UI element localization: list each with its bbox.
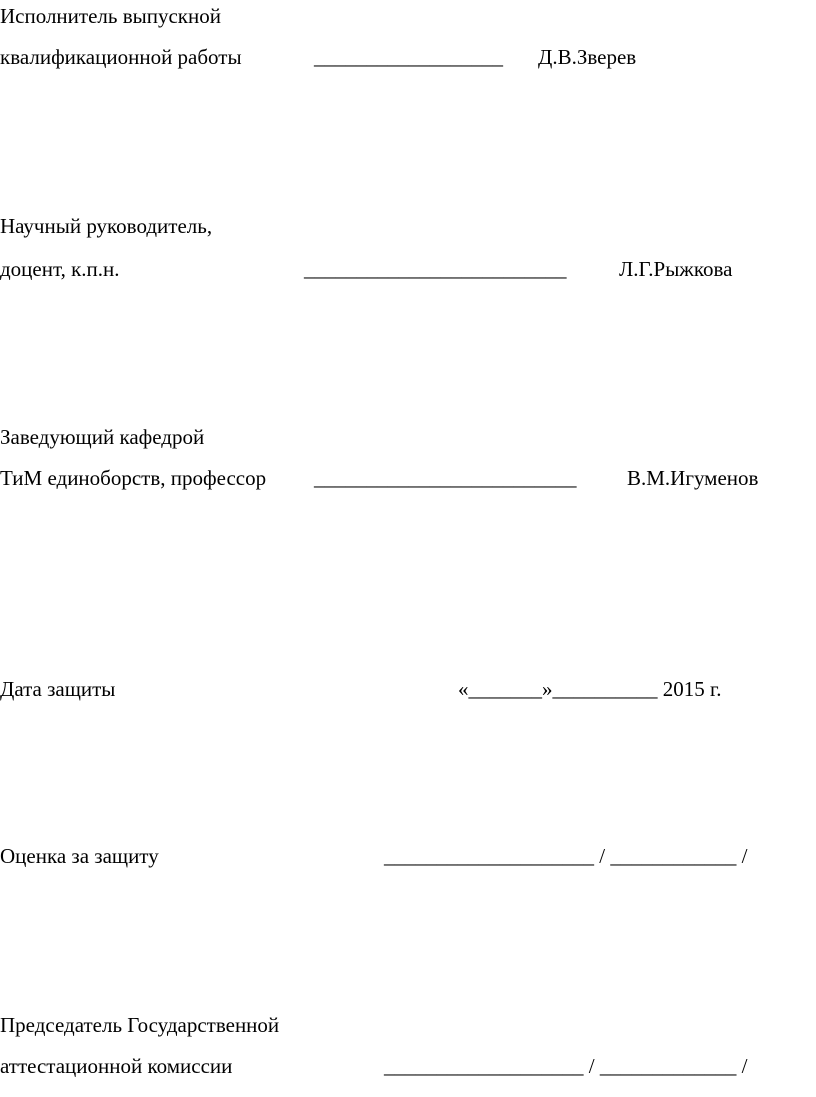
commission-title-line2: аттестационной комиссии	[0, 1054, 233, 1078]
head-name: В.М.Игуменов	[627, 466, 759, 490]
supervisor-name: Л.Г.Рыжкова	[619, 257, 733, 281]
head-signature-blank: _________________________	[314, 466, 577, 490]
supervisor-signature-blank: _________________________	[304, 257, 567, 281]
supervisor-title-line1: Научный руководитель,	[0, 214, 213, 238]
grade-label: Оценка за защиту	[0, 844, 159, 868]
head-title-line1: Заведующий кафедрой	[0, 425, 205, 449]
defense-date-value: «_______»__________ 2015 г.	[458, 677, 722, 701]
executor-title-line2: квалификационной работы	[0, 45, 242, 69]
executor-title-line1: Исполнитель выпускной	[0, 4, 221, 28]
commission-value: ___________________ / _____________ /	[384, 1054, 748, 1078]
executor-name: Д.В.Зверев	[538, 45, 637, 69]
head-title-line2: ТиМ единоборств, профессор	[0, 466, 267, 490]
supervisor-title-line2: доцент, к.п.н.	[0, 257, 120, 281]
executor-signature-blank: __________________	[314, 45, 503, 69]
defense-date-label: Дата защиты	[0, 677, 116, 701]
grade-value: ____________________ / ____________ /	[384, 844, 748, 868]
commission-title-line1: Председатель Государственной	[0, 1013, 280, 1037]
